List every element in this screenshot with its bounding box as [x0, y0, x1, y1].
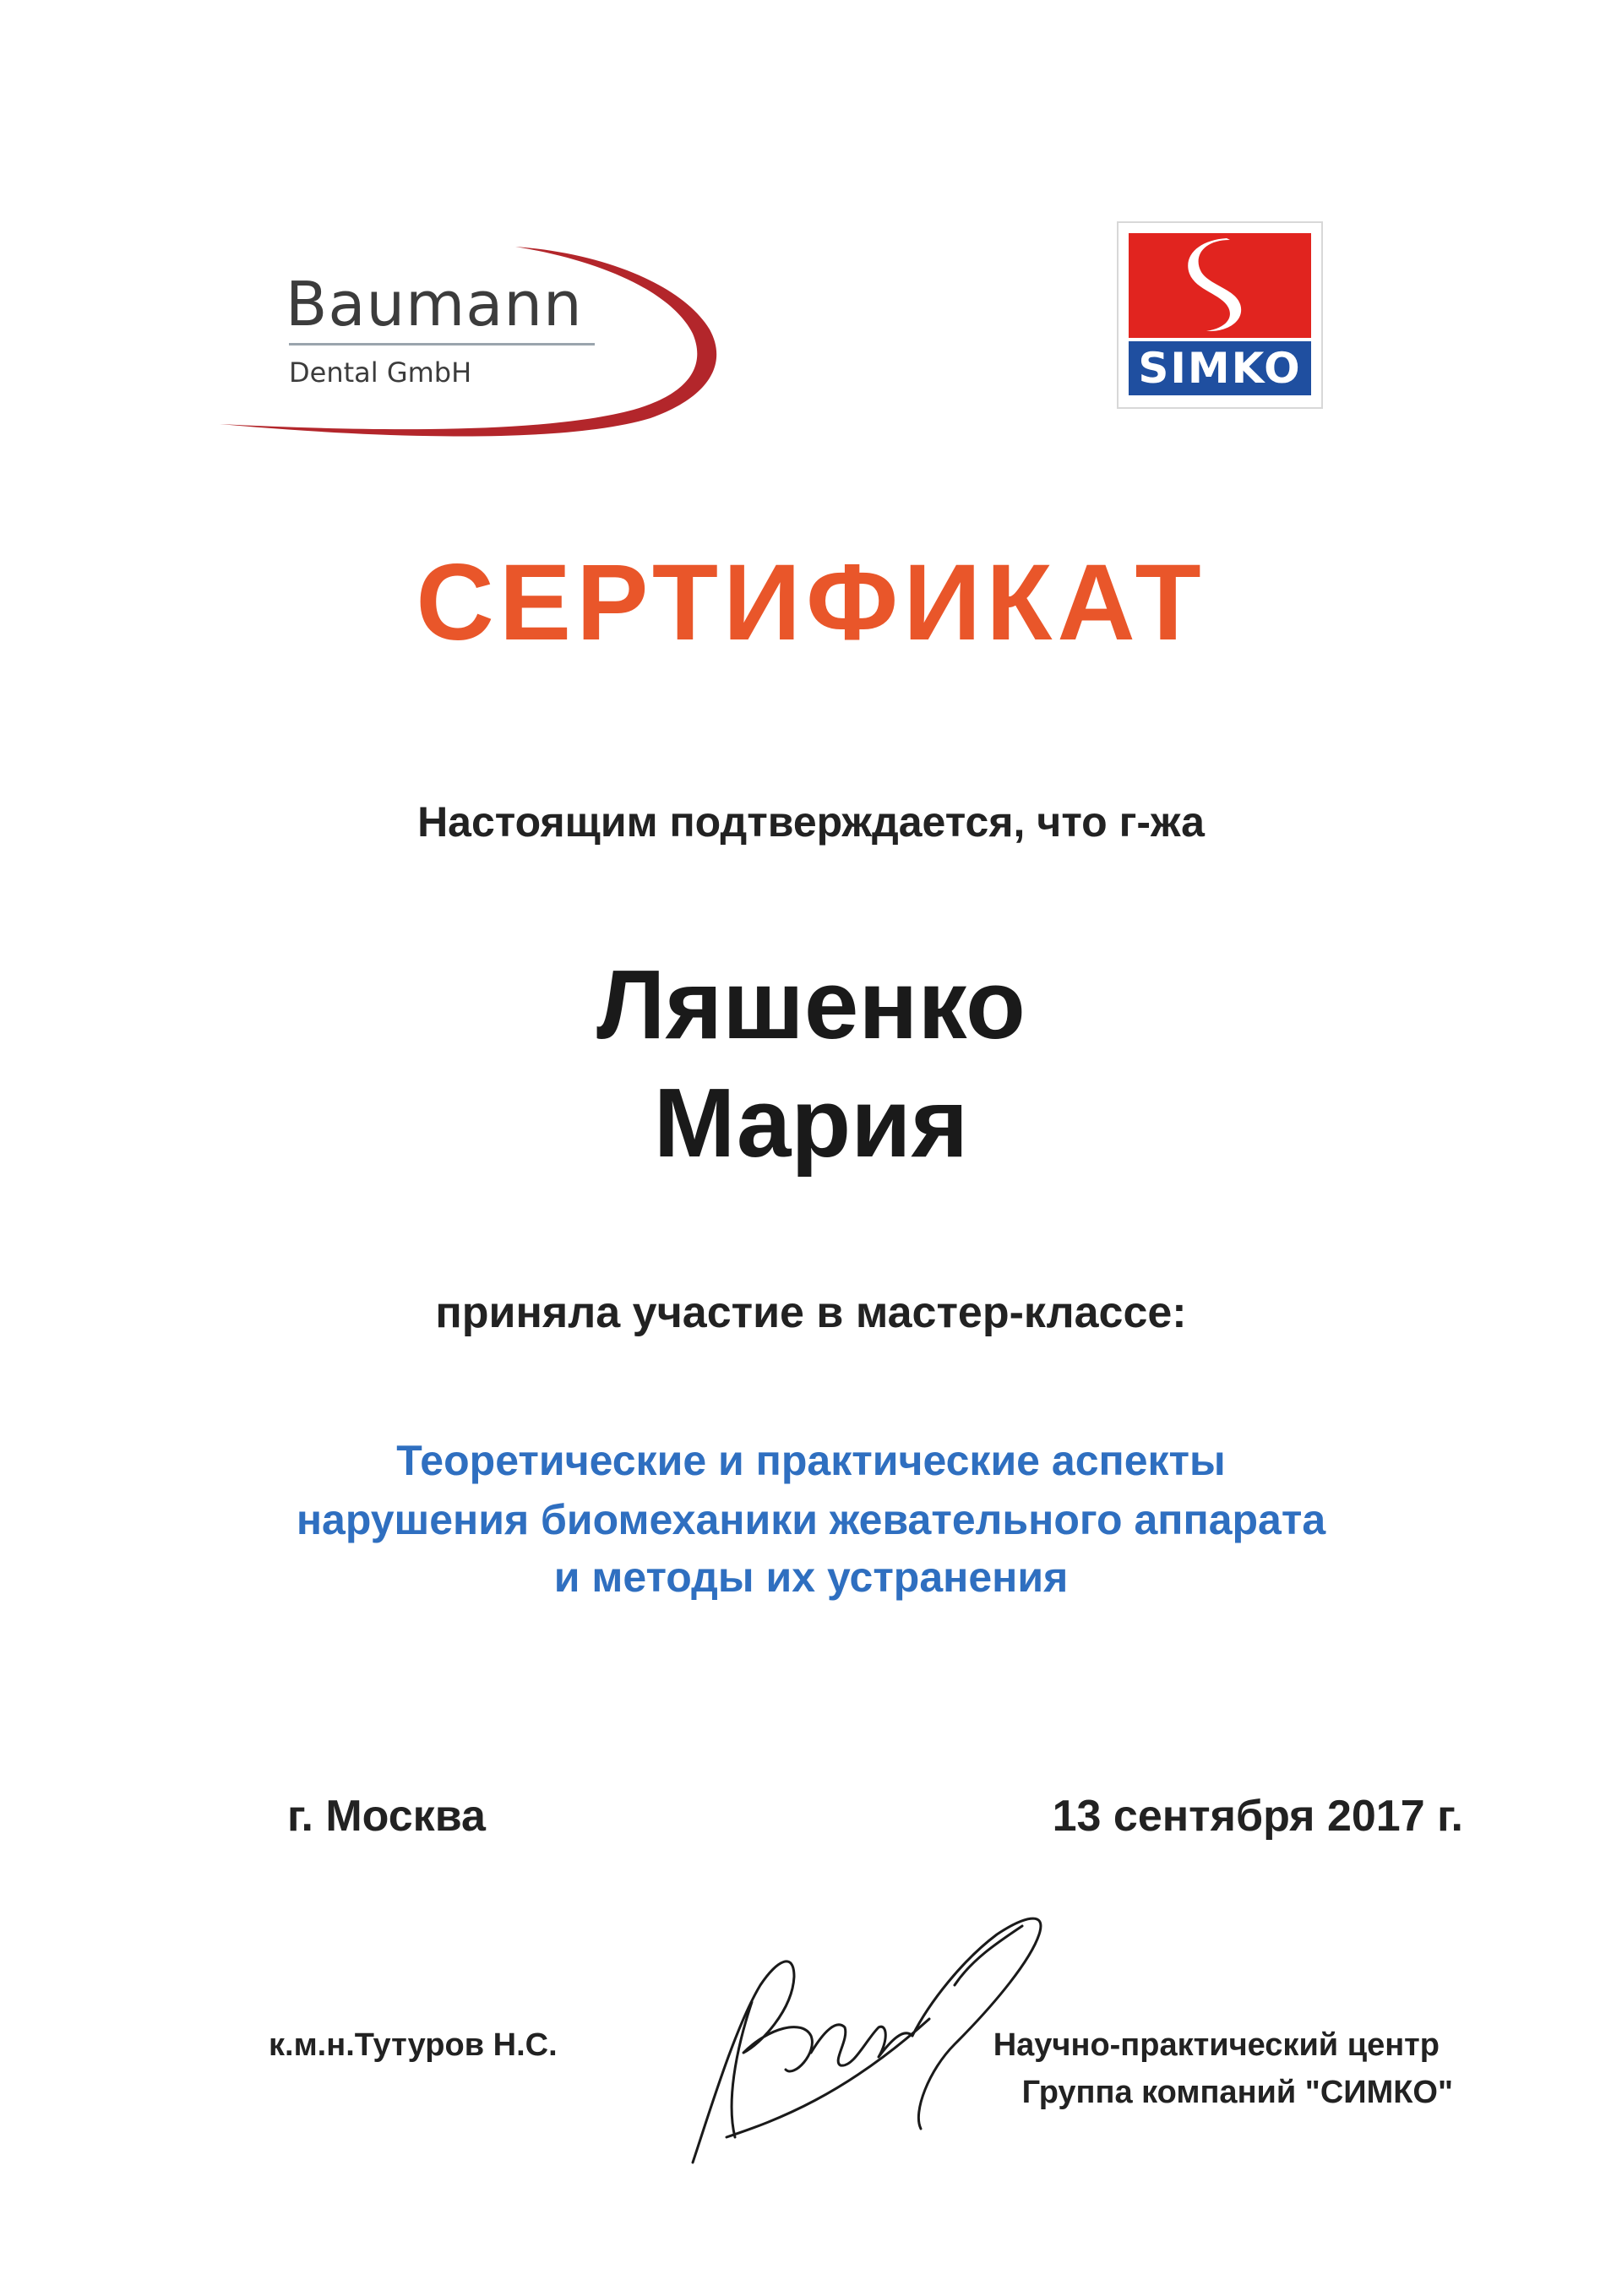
baumann-subtitle: Dental GmbH [289, 356, 472, 389]
topic-line: Теоретические и практические аспекты [396, 1437, 1226, 1484]
baumann-logo [211, 237, 735, 456]
date: 13 сентября 2017 г. [1052, 1792, 1463, 1841]
simko-wordmark-band [1129, 341, 1311, 395]
baumann-name: Baumann [286, 269, 583, 340]
recipient-first-name: Мария [653, 1068, 969, 1178]
participation-text: приняла участие в мастер-классе: [435, 1288, 1187, 1337]
organization-line: Группа компаний "СИМКО" [1021, 2075, 1453, 2110]
simko-logo [1117, 221, 1323, 409]
baumann-divider [289, 343, 595, 345]
signature-icon [676, 1858, 1064, 2179]
signatory-name: к.м.н.Тутуров Н.С. [269, 2027, 558, 2063]
organization-line: Научно-практический центр [993, 2027, 1440, 2063]
intro-text: Настоящим подтверждается, что г-жа [417, 798, 1205, 846]
recipient-surname: Ляшенко [596, 949, 1026, 1059]
simko-emblem [1129, 233, 1311, 338]
simko-s-icon [1129, 233, 1311, 338]
city: г. Москва [287, 1792, 486, 1841]
topic-line: и методы их устранения [553, 1553, 1069, 1601]
topic-line: нарушения биомеханики жевательного аппарата [296, 1496, 1326, 1543]
simko-wordmark: SIMKO [1138, 344, 1302, 393]
certificate-title: СЕРТИФИКАТ [416, 542, 1206, 663]
